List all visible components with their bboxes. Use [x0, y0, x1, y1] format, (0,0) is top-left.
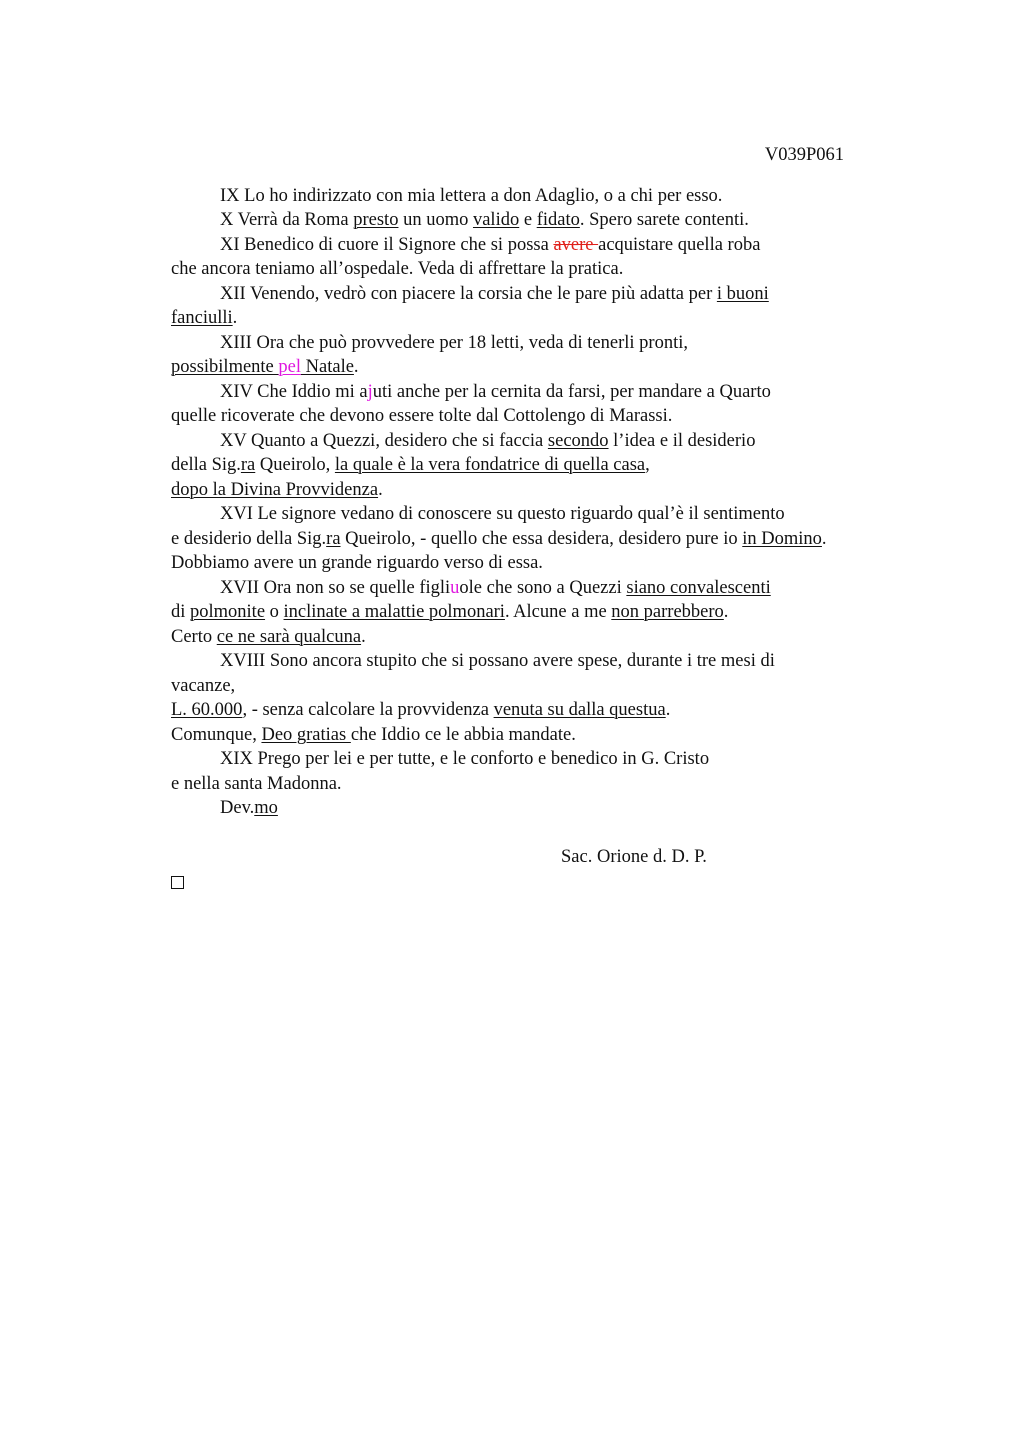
- text-segment: e: [519, 210, 537, 230]
- text-segment: ole che sono a Quezzi: [459, 577, 627, 598]
- underlined-text: L. 60.000: [171, 700, 243, 720]
- text-segment: o: [265, 602, 284, 622]
- text-segment: .: [821, 528, 827, 549]
- text-line: [171, 576, 931, 601]
- underlined-text: valido: [472, 210, 520, 230]
- page-identifier: V039P061: [764, 145, 844, 165]
- text-segment: .: [361, 626, 366, 647]
- underlined-text: venuta su dalla questua: [493, 700, 666, 720]
- underlined-text: mo: [254, 798, 278, 818]
- text-segment: .: [665, 700, 671, 720]
- text-line: [171, 208, 931, 233]
- text-segment: , - senza calcolare la provvidenza: [242, 700, 494, 720]
- text-segment: Dev.: [220, 798, 255, 818]
- text-line: [171, 404, 931, 429]
- underlined-text: Deo gratias: [261, 724, 351, 745]
- text-line: [171, 184, 931, 209]
- text-segment: e desiderio della Sig.: [171, 528, 327, 549]
- text-segment: che ancora teniamo all’ospedale. Veda di affrettare la pratica.: [171, 259, 624, 279]
- document-page: [171, 143, 931, 896]
- text-segment: un uomo: [398, 210, 473, 230]
- text-segment: Comunque,: [171, 724, 262, 745]
- text-line: [171, 527, 931, 552]
- text-segment: X Verrà da Roma: [220, 210, 354, 230]
- text-line: [171, 772, 931, 797]
- text-segment: .: [378, 479, 383, 500]
- text-segment: XI Benedico di cuore il Signore che si possa: [220, 234, 554, 255]
- deleted-text: avere: [553, 234, 599, 255]
- text-segment: acquistare quella roba: [598, 234, 761, 255]
- underlined-text: fidato: [536, 210, 580, 230]
- text-line: [171, 698, 931, 723]
- text-segment: XVIII Sono ancora stupito che si possano avere spese, durante i tre mesi di: [220, 651, 775, 671]
- underlined-text: ce ne sarà qualcuna: [216, 626, 362, 647]
- underlined-text: ra: [240, 455, 256, 475]
- text-line: [171, 478, 931, 503]
- inserted-text: u: [450, 577, 460, 598]
- text-segment: l’idea e il desiderio: [608, 430, 756, 451]
- inserted-text: j: [367, 381, 373, 402]
- text-line: [171, 233, 931, 258]
- underlined-text: in Domino: [742, 528, 822, 549]
- inserted-text: pel: [278, 357, 302, 377]
- document-body: [171, 184, 931, 821]
- text-segment: ,: [645, 455, 650, 475]
- text-segment: XII Venendo, vedrò con piacere la corsia che le pare più adatta per: [220, 283, 717, 304]
- underlined-text: siano convalescenti: [626, 577, 771, 598]
- text-line: [171, 747, 931, 772]
- underlined-text: possibilmente: [171, 357, 279, 377]
- text-segment: della Sig.: [171, 455, 241, 475]
- underlined-text: inclinate a malattie polmonari: [283, 602, 505, 622]
- text-line: [171, 306, 931, 331]
- text-line: [171, 502, 931, 527]
- text-segment: IX Lo ho indirizzato con mia lettera a don Adaglio, o a chi per esso.: [220, 185, 723, 206]
- text-line: [171, 453, 931, 478]
- underlined-text: secondo: [547, 430, 609, 451]
- text-line: [171, 331, 931, 356]
- text-segment: .: [232, 308, 238, 328]
- underlined-text: polmonite: [190, 602, 266, 622]
- underlined-text: dopo la Divina Provvidenza: [171, 479, 379, 500]
- text-segment: XIX Prego per lei e per tutte, e le conforto e benedico in G. Cristo: [220, 749, 710, 769]
- text-segment: che Iddio ce le abbia mandate.: [350, 724, 576, 745]
- underlined-text: non parrebbero: [611, 602, 724, 622]
- square-box-icon: [171, 876, 184, 889]
- text-segment: XVII Ora non so se quelle figli: [220, 577, 451, 598]
- text-line: [171, 355, 931, 380]
- text-segment: . Spero sarete contenti.: [579, 210, 749, 230]
- underlined-text: ra: [326, 528, 341, 549]
- text-line: [171, 649, 931, 674]
- text-segment: uti anche per la cernita da farsi, per mandare a Quarto: [372, 381, 771, 402]
- text-segment: e nella santa Madonna.: [171, 773, 342, 794]
- text-segment: quelle ricoverate che devono essere tolte dal Cottolengo di Marassi.: [171, 406, 673, 426]
- text-line: [171, 282, 931, 307]
- text-segment: Queirolo,: [255, 455, 335, 475]
- text-line: [171, 723, 931, 748]
- underlined-text: i buoni: [716, 283, 769, 304]
- text-segment: XIV Che Iddio mi a: [220, 381, 368, 402]
- text-line: [171, 796, 931, 821]
- underlined-text: la quale è la vera fondatrice di quella casa: [334, 455, 646, 475]
- blank-line: [171, 821, 931, 846]
- text-segment: XVI Le signore vedano di conoscere su questo riguardo qual’è il sentimento: [220, 504, 785, 524]
- text-segment: di: [171, 602, 191, 622]
- text-segment: Dobbiamo avere un grande riguardo verso di essa.: [171, 553, 543, 573]
- text-line: [171, 674, 931, 699]
- text-segment: .: [353, 357, 359, 377]
- text-line: [171, 257, 931, 282]
- underlined-text: Natale: [301, 357, 354, 377]
- text-line: [171, 429, 931, 454]
- text-segment: Certo: [171, 626, 217, 647]
- text-line: [171, 625, 931, 650]
- signature: Sac. Orione d. D. P.: [561, 847, 707, 867]
- text-line: [171, 380, 931, 405]
- text-segment: XIII Ora che può provvedere per 18 letti, veda di tenerli pronti,: [220, 332, 688, 353]
- underlined-text: presto: [353, 210, 399, 230]
- text-line: [171, 600, 931, 625]
- text-segment: Queirolo, - quello che essa desidera, desidero pure io: [340, 528, 743, 549]
- end-mark: [171, 870, 931, 897]
- text-segment: . Alcune a me: [504, 602, 612, 622]
- underlined-text: fanciulli: [171, 308, 233, 328]
- text-segment: vacanze,: [171, 675, 236, 696]
- text-segment: XV Quanto a Quezzi, desidero che si faccia: [220, 430, 548, 451]
- text-line: [171, 551, 931, 576]
- text-segment: .: [723, 602, 729, 622]
